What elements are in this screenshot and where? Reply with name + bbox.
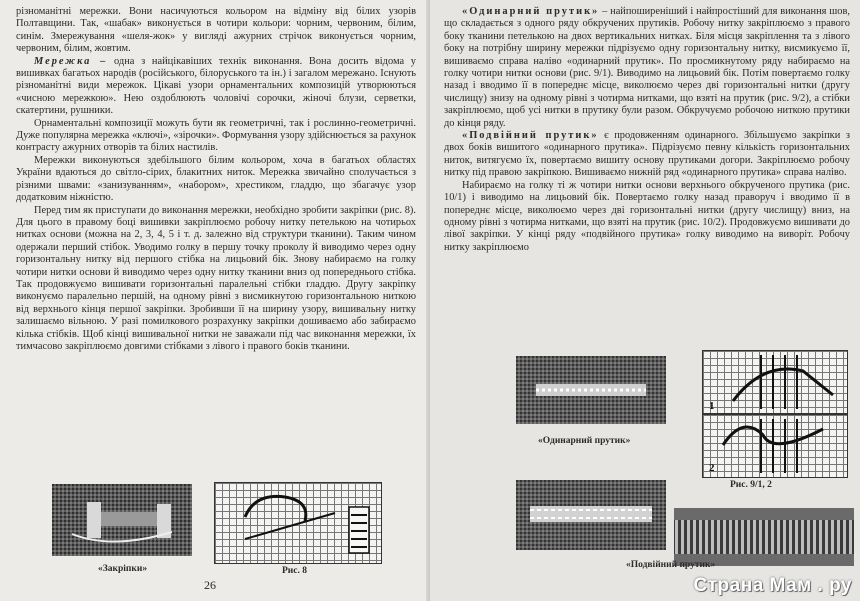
left-paragraph-2-text: одна з найцікавіших технік виконання. Вона досить відома у вишивках багатьох народів (російського, білоруського та ін.) і загалом мережано. Існують різноманітні види мережок. Цікаві узори орнаментальних композицій утворюються «чисною мережкою». Нею оздоблюють чоловічі сорочки, жіночі блузи, серветки, скатертини, рушники. [16,55,416,117]
right-paragraph-2 [444,130,850,180]
term-odynarnyi: «Одинарний прутик» [462,6,600,17]
left-paragraph-1: різноманітні мережки. Вони насичуються кольором на відміну від білих узорів Полтавщини. Так, «шабак» виконується в чотири кольори: чорним, червоним, білим, синім. Змережування «шеля-жок» у вигляді ажурних стрічок виконується чорним, червоним, білим, жовтим. [16,6,416,55]
podviinyi-closeup-photo [674,508,854,566]
term-podviinyi: «Подвійний прутик» [462,130,599,142]
left-paragraph-5: Перед тим як приступати до виконання мережки, необхідно зробити закріпки (рис. 8). Для цього в правому боці вишивки закріплюємо робочу нитку петелькою на чотирьох нитках основи (можна на 2, 3, 4, 5 і т. д. залежно від структури тканини). Таким чином одержали перший стібок. Уводимо голку в першу точку проколу й виводимо через одну горизонтальну нитку від першого стібка на лицьовий бік. Знову набираємо на голку чотири нитки основи й виводимо через одну нитку тканини вниз од попереднього стібка. Так продовжуємо вишивати горизонтальні паралельні стібки гладдю. Другу закріпку виконуємо паралельно першій, на одному рівні з висмикнутою горизонтальною ниткою від верхнього кінця першої закріпки. Зробивши її на ширину узору, вишивальну нитку залишаємо вільною. У разі помилкового розрахунку закріпки дошиваємо або забираємо кілька стібків. Щоб кінці вишивальної нитки не заважали під час виконання мережки, їх тимчасово закріплюємо довгими стібками з лівого і правого боків тканини. [16,204,416,352]
caption-podviinyi: «Подвійний прутик» [626,560,716,570]
page-number: 26 [204,578,216,592]
fig-label-1: 1 [709,400,715,412]
caption-odynarnyi: «Одинарний прутик» [538,436,631,446]
caption-ris9: Рис. 9/1, 2 [730,480,772,490]
odynarnyi-photo [516,356,666,424]
right-page [430,0,860,601]
ris8-diagram [214,482,382,564]
left-paragraph-3: Орнаментальні композиції можуть бути як геометричні, так і рослинно-геометричні. Дуже популярна мережка «ключі», «зірочки». Формування узору здійснюється за рахунок контрасту ажурних отворів та білих настилів. [16,117,416,154]
left-paragraph-4: Мережки виконуються здебільшого білим кольором, хоча в багатьох областях України вдаються до світло-сірих, блакитних ниток. Мережка звичайно сполучається з різними швами: «занизуванням», «набором», хрестиком, гладдю, що збагачує узор додатковим ніжністю. [16,154,416,204]
right-paragraph-1 [444,6,850,130]
right-paragraph-2-text: є продовженням одинарного. Збільшуємо закріпки з двох боків вишитого «одинарного прутика». Підрізуємо певну кількість горизонтальних ниток, витягуємо їх, повертаємо вишиту основу прутиками догори. Закріплюємо робочу нитку під правою закріпкою. Вишиваємо нижній ряд «одинарного прутика» справа наліво. [444,130,850,179]
caption-zakripky: «Закріпки» [98,564,148,574]
right-paragraph-3: Набираємо на голку ті ж чотири нитки основи верхнього обкрученого прутика (рис. 10/1) і виводимо на лицьовий бік. Повертаємо голку назад праворуч і вводимо її в попереднє місце, виколюємо через дві горизонтальні нитки (другу числищу) вниз, на одному рівні з чотирма нитками, що взяті на прутик (рис. 10/2). Продовжуємо вишивати до лівої закріпки. У кінці ряду «подвійного прутика» голку виводимо на виворіт. Робочу нитку закріплюємо [444,179,850,253]
left-paragraph-2 [16,56,416,118]
zakripky-photo [52,484,192,556]
site-watermark: Страна Мам . ру [693,575,852,596]
right-paragraph-1-text: – найпоширеніший і найпростіший для виконання шов, що складається з одного ряду обкручених прутиків. Робочу нитку закріплюємо з правого боку тканини петелькою на двох вертикальних нитках. Біля місця закріплення та з лівого боку на потрібну ширину мережки підрізуємо одну горизонтальну нитку, висмикуємо її, вишиваємо справа наліво «одинарний прутик». По просмикнутому ряду набираємо на голку чотири нитки основи (рис. 9/1). Виводимо на лицьовий бік. Потім повертаємо голку назад і вводимо її в попереднє місце, виколюємо через дві горизонтальні нитки (другу числищу) знизу на одному рівні з чотирма нитками, що взяті на прутик (рис. 9/2), а стібки закріплюємо, щоб усі нитки в прутику були разом. Обкручуємо робочою ниткою прутики до кінця ряду. [444,6,850,129]
ris9-diagram-2 [702,414,848,478]
term-merezhka: Мережка – [34,55,108,67]
caption-ris8: Рис. 8 [282,566,307,576]
podviinyi-photo [516,480,666,550]
ris9-diagram-1 [702,350,848,414]
fig-label-2: 2 [709,462,715,474]
